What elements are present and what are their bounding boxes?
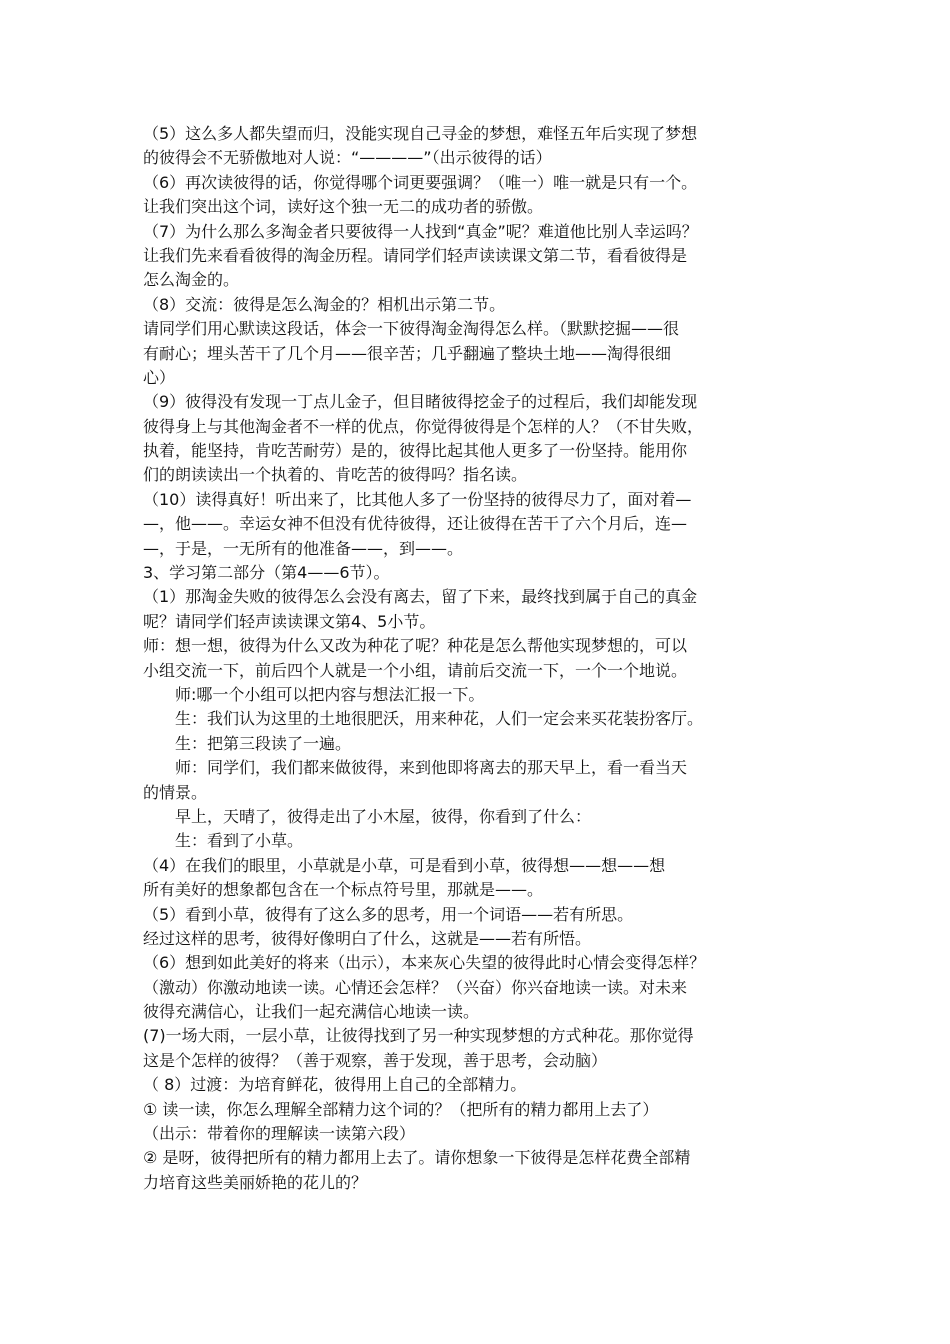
text-line: （6）想到如此美好的将来（出示），本来灰心失望的彼得此时心情会变得怎样？ — [143, 953, 706, 973]
text-line: 师：同学们，我们都来做彼得，来到他即将离去的那天早上，看一看当天 — [175, 758, 688, 778]
text-line: 让我们先来看看彼得的淘金历程。请同学们轻声读读课文第二节，看看彼得是 — [143, 245, 688, 265]
text-line: 早上，天晴了，彼得走出了小木屋，彼得，你看到了什么： — [175, 806, 592, 826]
text-line: 3、学习第二部分（第4——6节）。 — [143, 563, 390, 583]
text-line: 师：想一想，彼得为什么又改为种花了呢？种花是怎么帮他实现梦想的，可以 — [143, 636, 688, 656]
text-line: （激动）你激动地读一读。心情还会怎样？（兴奋）你兴奋地读一读。对未来 — [143, 977, 688, 997]
text-line: （4）在我们的眼里，小草就是小草，可是看到小草，彼得想——想——想 — [143, 855, 666, 875]
text-line: 请同学们用心默读这段话，体会一下彼得淘金淘得怎么样。（默默挖掘——很 — [143, 319, 680, 339]
text-line: 这是个怎样的彼得？（善于观察，善于发现，善于思考，会动脑） — [143, 1050, 608, 1070]
text-line: 有耐心；埋头苦干了几个月——很辛苦；几乎翻遍了整块土地——淘得很细 — [143, 343, 672, 363]
text-line: 彼得充满信心，让我们一起充满信心地读一读。 — [143, 1002, 480, 1022]
text-line: （5）这么多人都失望而归，没能实现自己寻金的梦想，难怪五年后实现了梦想 — [143, 124, 698, 143]
text-line: （5）看到小草，彼得有了这么多的思考，用一个词语——若有所思。 — [143, 904, 634, 924]
document-body — [143, 122, 823, 1195]
text-line: 的彼得会不无骄傲地对人说：“————”（出示彼得的话） — [143, 148, 552, 168]
text-line: (7)一场大雨，一层小草，让彼得找到了另一种实现梦想的方式种花。那你觉得 — [143, 1026, 694, 1046]
text-line: 所有美好的想象都包含在一个标点符号里，那就是——。 — [143, 880, 544, 900]
text-line: 力培育这些美丽娇艳的花儿的？ — [143, 1172, 368, 1192]
text-line: 执着，能坚持，肯吃苦耐劳）是的，彼得比起其他人更多了一份坚持。能用你 — [143, 441, 688, 461]
text-line: 怎么淘金的。 — [143, 270, 240, 290]
text-line: （ 8）过渡：为培育鲜花，彼得用上自己的全部精力。 — [143, 1075, 527, 1095]
text-line: 让我们突出这个词，读好这个独一无二的成功者的骄傲。 — [143, 197, 544, 217]
text-line: 呢？请同学们轻声读读课文第4、5小节。 — [143, 611, 436, 631]
text-line: （出示：带着你的理解读一读第六段） — [143, 1124, 416, 1144]
text-line: （8）交流：彼得是怎么淘金的？相机出示第二节。 — [143, 294, 506, 314]
text-line: （6）再次读彼得的话，你觉得哪个词更要强调？（唯一）唯一就是只有一个。 — [143, 172, 698, 192]
text-line: （9）彼得没有发现一丁点儿金子，但目睹彼得挖金子的过程后，我们却能发现 — [143, 392, 698, 412]
text-line: 彼得身上与其他淘金者不一样的优点，你觉得彼得是个怎样的人？（不甘失败， — [143, 416, 704, 436]
text-line: 的情景。 — [143, 782, 208, 802]
text-line: 心） — [143, 367, 176, 387]
text-line: ① 读一读，你怎么理解全部精力这个词的？（把所有的精力都用上去了） — [143, 1099, 659, 1119]
text-line: （1）那淘金失败的彼得怎么会没有离去，留了下来，最终找到属于自己的真金 — [143, 587, 698, 607]
text-line: 们的朗读读出一个执着的、肯吃苦的彼得吗？指名读。 — [143, 465, 528, 485]
text-line: （7）为什么那么多淘金者只要彼得一人找到“真金”呢？难道他比别人幸运吗？ — [143, 221, 698, 241]
text-line: 小组交流一下，前后四个人就是一个小组，请前后交流一下，一个一个地说。 — [143, 660, 688, 680]
text-line: 师:哪一个小组可以把内容与想法汇报一下。 — [175, 684, 485, 704]
text-line: —，他——。幸运女神不但没有优待彼得，还让彼得在苦干了六个月后，连— — [143, 514, 688, 534]
text-line: 生：把第三段读了一遍。 — [175, 733, 352, 753]
text-line: ② 是呀，彼得把所有的精力都用上去了。请你想象一下彼得是怎样花费全部精 — [143, 1148, 691, 1168]
text-line: 生：我们认为这里的土地很肥沃，用来种花，人们一定会来买花装扮客厅。 — [175, 709, 704, 729]
text-line: 经过这样的思考，彼得好像明白了什么，这就是——若有所悟。 — [143, 928, 592, 948]
text-line: （10）读得真好！听出来了，比其他人多了一份坚持的彼得尽力了，面对着— — [143, 489, 692, 509]
text-line: 生：看到了小草。 — [175, 831, 304, 851]
text-line: —，于是，一无所有的他准备——，到——。 — [143, 538, 464, 558]
